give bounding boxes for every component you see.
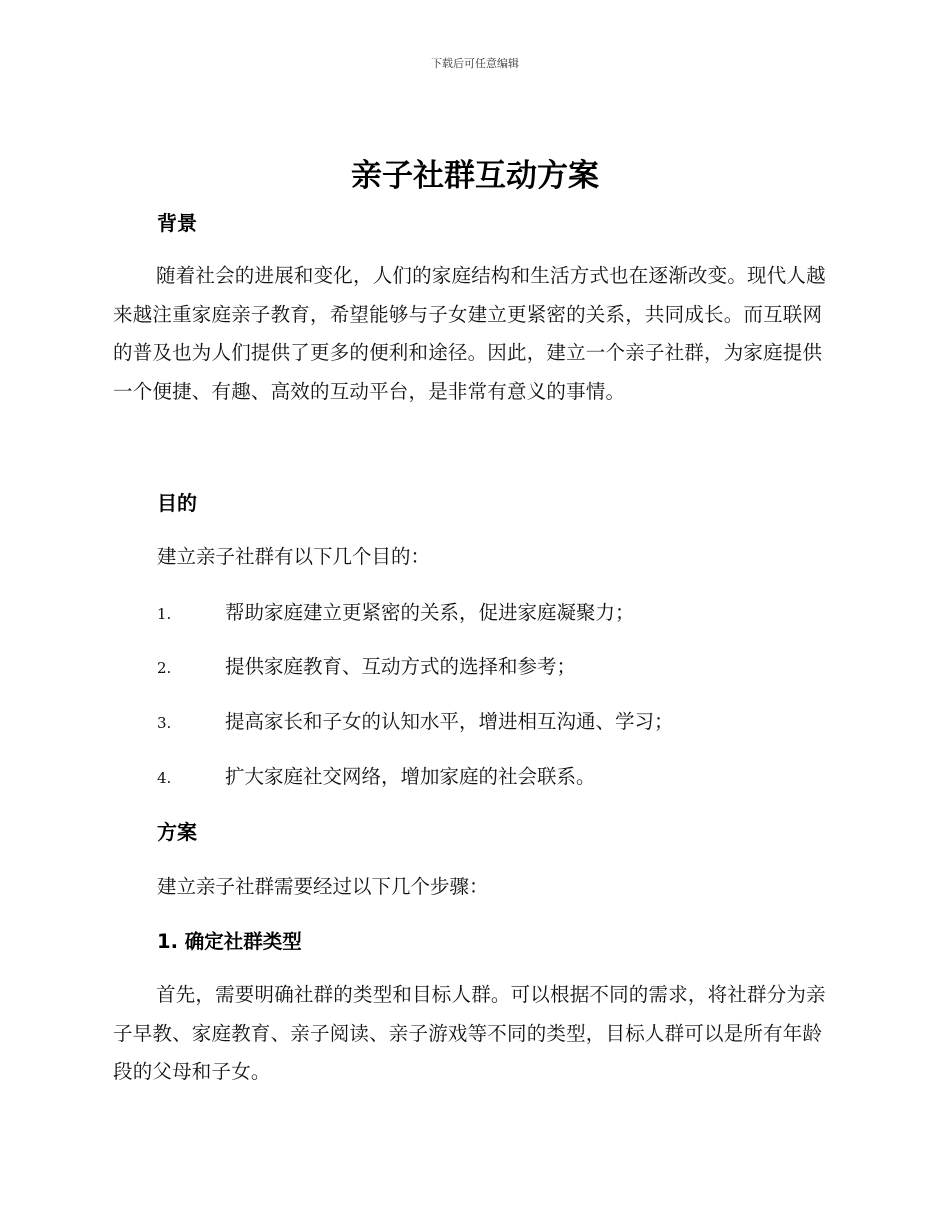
plan-intro: 建立亲子社群需要经过以下几个步骤：: [157, 875, 489, 898]
section-heading-purpose: 目的: [157, 491, 197, 515]
section-heading-plan: 方案: [157, 820, 197, 844]
list-item: [157, 761, 596, 789]
document-title: 亲子社群互动方案: [351, 158, 599, 194]
step-paragraph: 首先，需要明确社群的类型和目标人群。可以根据不同的需求，将社群分为亲子早教、家庭教育、亲子阅读、亲子游戏等不同的类型，目标人群可以是所有年龄段的父母和子女。: [113, 983, 826, 1083]
list-item: [157, 706, 674, 734]
section-heading-background: 背景: [157, 211, 197, 235]
list-item-text: 帮助家庭建立更紧密的关系，促进家庭凝聚力；: [225, 601, 635, 624]
list-item-number: 1.: [157, 605, 172, 623]
list-item-text: 扩大家庭社交网络，增加家庭的社会联系。: [225, 765, 596, 788]
background-paragraph: 随着社会的进展和变化，人们的家庭结构和生活方式也在逐渐改变。现代人越来越注重家庭亲子教育，希望能够与子女建立更紧密的关系，共同成长。而互联网的普及也为人们提供了更多的便利和途径。因此，建立一个亲子社群，为家庭提供一个便捷、有趣、高效的互动平台，是非常有意义的事情。: [113, 264, 826, 403]
list-item-number: 3.: [157, 714, 172, 732]
list-item: [157, 597, 635, 625]
step-heading: 1. 确定社群类型: [157, 930, 302, 953]
page-header-note: 下载后可任意编辑: [431, 57, 519, 70]
list-item-text: 提高家长和子女的认知水平，增进相互沟通、学习；: [225, 710, 674, 733]
list-item-number: 4.: [157, 769, 172, 787]
list-item-text: 提供家庭教育、互动方式的选择和参考；: [225, 655, 577, 678]
list-item-number: 2.: [157, 659, 172, 677]
purpose-intro: 建立亲子社群有以下几个目的：: [157, 545, 431, 568]
list-item: [157, 651, 576, 679]
